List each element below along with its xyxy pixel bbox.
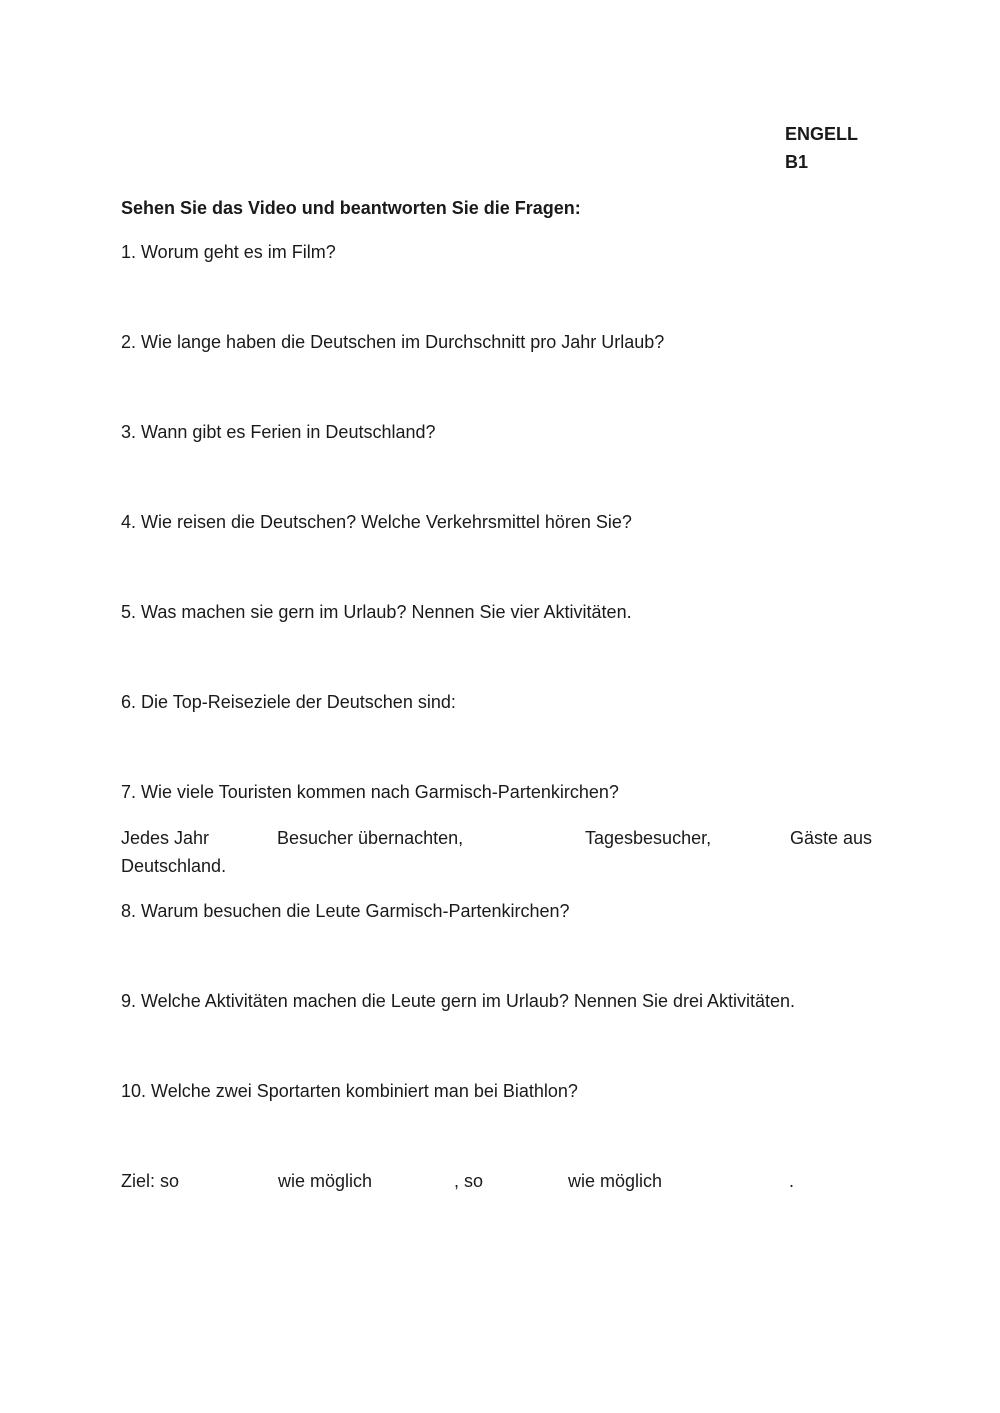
ziel-text-3: , so [454, 1171, 484, 1191]
question-1: 1. Worum geht es im Film? [121, 242, 336, 262]
author-name: ENGELL [785, 124, 859, 144]
question-8: 8. Warum besuchen die Leute Garmisch-Partenkirchen? [121, 901, 570, 921]
question-6: 6. Die Top-Reiseziele der Deutschen sind: [121, 692, 456, 712]
ziel-text-5: . [789, 1171, 795, 1191]
question-2: 2. Wie lange haben die Deutschen im Durchschnitt pro Jahr Urlaub? [121, 332, 665, 352]
gap-text-tagesbesucher: Tagesbesucher, [585, 828, 712, 848]
gap-text-gaeste: Gäste aus [790, 828, 873, 848]
ziel-text-4: wie möglich [568, 1171, 663, 1191]
gap-text-deutschland: Deutschland. [121, 856, 227, 876]
question-5: 5. Was machen sie gern im Urlaub? Nennen Sie vier Aktivitäten. [121, 602, 632, 622]
ziel-text-2: wie möglich [278, 1171, 373, 1191]
question-4: 4. Wie reisen die Deutschen? Welche Verkehrsmittel hören Sie? [121, 512, 632, 532]
level-label: B1 [785, 152, 809, 172]
question-10: 10. Welche zwei Sportarten kombiniert man bei Biathlon? [121, 1081, 578, 1101]
ziel-text-1: Ziel: so [121, 1171, 180, 1191]
question-3: 3. Wann gibt es Ferien in Deutschland? [121, 422, 436, 442]
instruction-heading: Sehen Sie das Video und beantworten Sie die Fragen: [121, 198, 581, 218]
gap-text-besucher: Besucher übernachten, [277, 828, 464, 848]
question-7: 7. Wie viele Touristen kommen nach Garmisch-Partenkirchen? [121, 782, 619, 802]
question-9: 9. Welche Aktivitäten machen die Leute gern im Urlaub? Nennen Sie drei Aktivitäten. [121, 991, 796, 1011]
gap-text-jedes-jahr: Jedes Jahr [121, 828, 210, 848]
